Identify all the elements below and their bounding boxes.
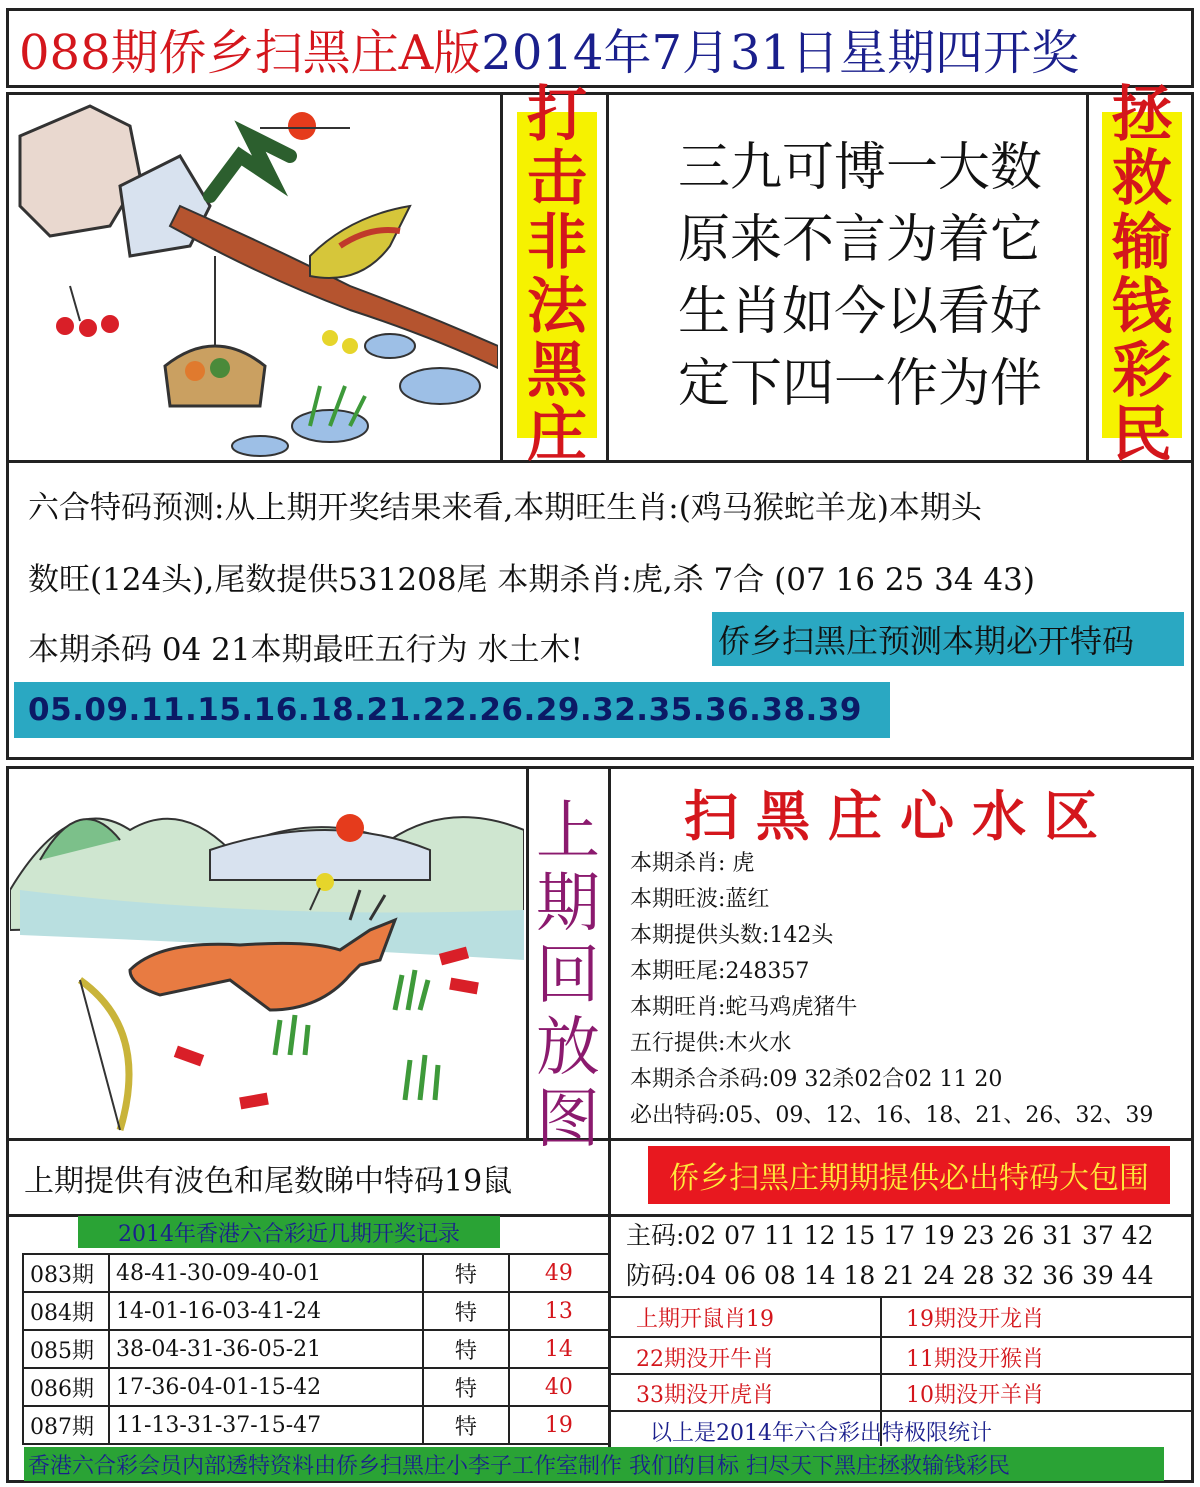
banner-char: 黑 (527, 336, 587, 406)
te-cell: 特 (423, 1254, 509, 1292)
title-date: 2014年7月31日星期四开奖 (481, 24, 1080, 81)
special-cell: 49 (509, 1254, 609, 1292)
review-char: 上 (536, 795, 600, 869)
history-title: 2014年香港六合彩近几期开奖记录 (78, 1216, 500, 1248)
table-row (23, 1292, 609, 1330)
poem-line: 定下四一作为伴 (678, 354, 1043, 414)
big-red-banner: 侨乡扫黑庄期期提供必出特码大包围 (648, 1146, 1170, 1204)
numbers-cell: 17-36-04-01-15-42 (109, 1368, 423, 1406)
stat-item: 22期没开牛肖 (636, 1347, 774, 1372)
info-line: 五行提供:木火水 (630, 1031, 792, 1056)
info-line: 本期旺肖:蛇马鸡虎猪牛 (630, 995, 858, 1020)
divider (610, 1296, 1194, 1298)
info-line: 必出特码:05、09、12、16、18、21、26、32、39 (630, 1103, 1154, 1128)
stat-item: 10期没开羊肖 (906, 1383, 1044, 1408)
info-line: 本期杀合杀码:09 32杀02合02 11 20 (630, 1067, 1003, 1092)
poem-line: 生肖如今以看好 (678, 282, 1043, 342)
te-cell: 特 (423, 1292, 509, 1330)
review-char: 期 (536, 867, 600, 941)
banner-char: 非 (527, 208, 587, 278)
poem-line: 原来不言为着它 (678, 210, 1043, 270)
divider (610, 1373, 1194, 1375)
numbers-cell: 48-41-30-09-40-01 (109, 1254, 423, 1292)
divider (610, 1336, 1194, 1338)
te-cell: 特 (423, 1330, 509, 1368)
stat-item: 11期没开猴肖 (906, 1347, 1044, 1372)
special-cell: 14 (509, 1330, 609, 1368)
prediction-line: 本期杀码 04 21本期最旺五行为 水土木! (28, 632, 583, 668)
heart-zone-title: 扫黑庄心水区 (684, 784, 1116, 848)
prediction-line: 数旺(124头),尾数提供531208尾 本期杀肖:虎,杀 7合 (07 16 25 34 43) (28, 562, 1035, 598)
period-cell: 084期 (23, 1292, 109, 1330)
banner-char: 击 (527, 144, 587, 214)
info-line: 本期旺波:蓝红 (630, 887, 770, 912)
banner-right (1102, 80, 1182, 470)
divider (606, 92, 609, 462)
special-cell: 13 (509, 1292, 609, 1330)
main-codes: 主码:02 07 11 12 15 17 19 23 26 31 37 42 (626, 1221, 1154, 1250)
divider (6, 460, 1194, 463)
numbers-cell: 38-04-31-36-05-21 (109, 1330, 423, 1368)
table-row (23, 1406, 609, 1444)
period-cell: 083期 (23, 1254, 109, 1292)
special-cell: 19 (509, 1406, 609, 1444)
banner-left (517, 80, 597, 470)
period-cell: 087期 (23, 1406, 109, 1444)
divider (610, 1410, 1194, 1412)
info-line: 本期提供头数:142头 (630, 923, 834, 948)
banner-char: 拯 (1112, 80, 1172, 150)
te-cell: 特 (423, 1368, 509, 1406)
banner-char: 钱 (1112, 272, 1172, 342)
banner-char: 打 (527, 80, 587, 150)
divider (500, 92, 503, 462)
title-issue: 088期侨乡扫黑庄A版 (19, 24, 482, 81)
must-open-numbers: 05.09.11.15.16.18.21.22.26.29.32.35.36.38.39 (14, 682, 890, 738)
stat-item: 33期没开虎肖 (636, 1383, 774, 1408)
banner-char: 庄 (527, 400, 587, 470)
last-period-hint: 上期提供有波色和尾数睇中特码19鼠 (24, 1164, 513, 1199)
defend-codes: 防码:04 06 08 14 18 21 24 28 32 36 39 44 (626, 1261, 1154, 1290)
period-cell: 086期 (23, 1368, 109, 1406)
must-open-title: 侨乡扫黑庄预测本期必开特码 (712, 612, 1184, 666)
poem (678, 132, 1078, 420)
table-row (23, 1368, 609, 1406)
prediction-line: 六合特码预测:从上期开奖结果来看,本期旺生肖:(鸡马猴蛇羊龙)本期头 (28, 490, 982, 526)
table-row (23, 1330, 609, 1368)
deer-illustration (10, 770, 524, 1136)
info-line: 本期旺尾:248357 (630, 959, 810, 984)
poem-line: 三九可博一大数 (678, 138, 1043, 198)
info-line: 本期杀肖: 虎 (630, 851, 755, 876)
banner-char: 法 (527, 272, 587, 342)
numbers-cell: 14-01-16-03-41-24 (109, 1292, 423, 1330)
table-row (23, 1254, 609, 1292)
review-char: 图 (536, 1083, 600, 1157)
page-title (6, 8, 1194, 88)
banner-char: 救 (1112, 144, 1172, 214)
divider (1086, 92, 1089, 462)
footer-banner: 香港六合彩会员内部透特资料由侨乡扫黑庄小李子工作室制作 我们的目标 扫尽天下黑庄拯救输钱彩民 (24, 1447, 1164, 1481)
bird-illustration (10, 96, 498, 458)
banner-char: 民 (1112, 400, 1172, 470)
review-char: 放 (536, 1011, 600, 1085)
banner-char: 输 (1112, 208, 1172, 278)
heart-info-list (630, 846, 1190, 1134)
numbers-cell: 11-13-31-37-15-47 (109, 1406, 423, 1444)
special-cell: 40 (509, 1368, 609, 1406)
review-char: 回 (536, 939, 600, 1013)
stat-item: 19期没开龙肖 (906, 1307, 1044, 1332)
banner-char: 彩 (1112, 336, 1172, 406)
te-cell: 特 (423, 1406, 509, 1444)
stats-note: 以上是2014年六合彩出特极限统计 (650, 1421, 992, 1446)
review-title (530, 796, 606, 1156)
stat-item: 上期开鼠肖19 (636, 1307, 774, 1332)
divider (526, 766, 529, 1140)
history-table (22, 1253, 610, 1445)
period-cell: 085期 (23, 1330, 109, 1368)
